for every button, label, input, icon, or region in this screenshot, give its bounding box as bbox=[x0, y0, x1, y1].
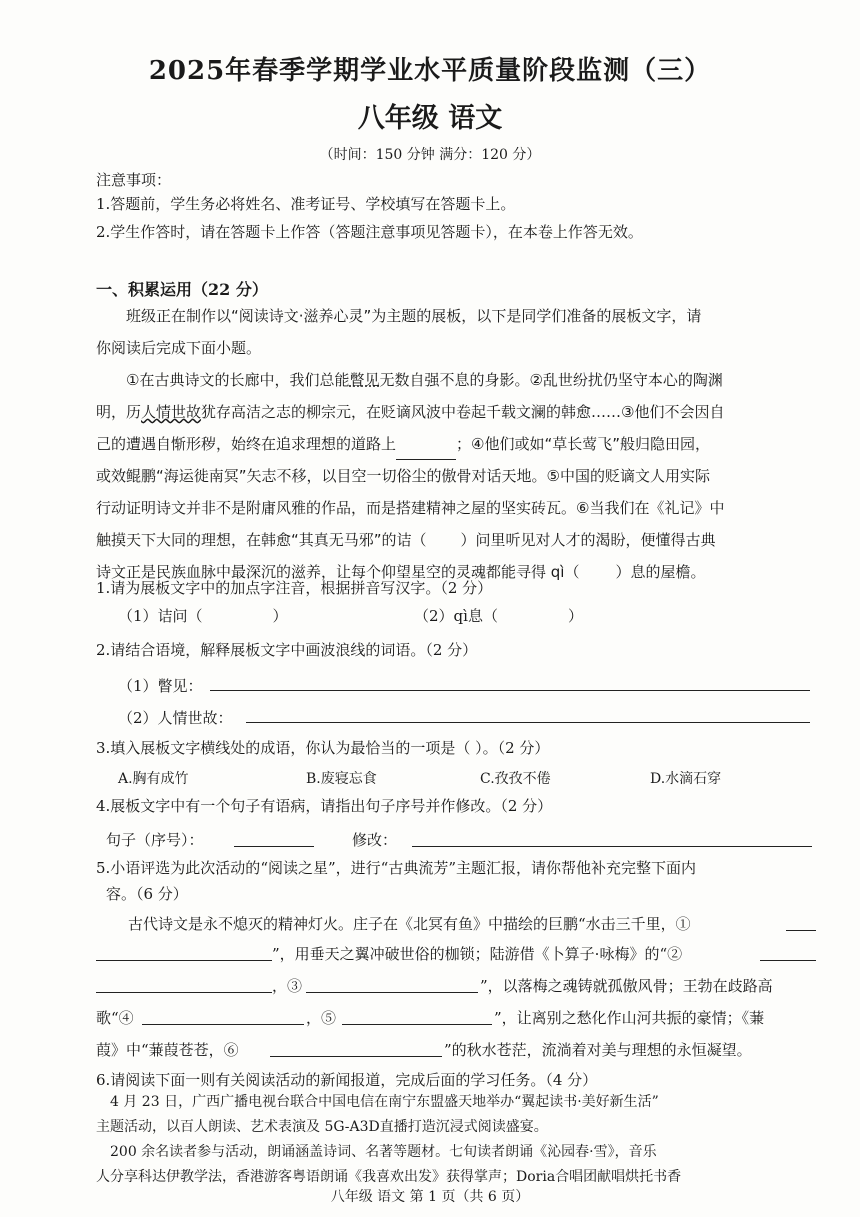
q3-option-a: A.胸有成竹 bbox=[118, 771, 189, 787]
q3-option-d: D.水滴石穿 bbox=[650, 771, 722, 787]
wavy-word: 人情世故 bbox=[141, 403, 202, 421]
question-5-line-1: 5.小语评选为此次活动的“阅读之星”，进行“古典流芳”主题汇报，请你帮他补充完整下面内 bbox=[96, 859, 696, 877]
passage-line-7a: 诗文正是民族血脉中最深沉的滋养，让每个仰望星空的灵魂都能寻得 qì（ bbox=[96, 563, 580, 581]
q1-label-1: （1）诘问（ bbox=[118, 607, 203, 625]
q4-revise-line[interactable] bbox=[412, 846, 812, 847]
passage-line-6b: ）问里听见对人才的渴盼，便懂得古典 bbox=[460, 531, 716, 549]
exam-title: 2025年春季学期学业水平质量阶段监测（三） bbox=[148, 56, 712, 86]
q5-para-line-3a: ，③ bbox=[272, 977, 303, 995]
q4-label-revise: 修改： bbox=[352, 831, 398, 849]
passage-line-7b: ）息的屋檐。 bbox=[615, 563, 706, 581]
q2-answer-line-1[interactable] bbox=[210, 690, 810, 691]
q5-blank-4[interactable] bbox=[142, 1024, 304, 1025]
passage-line-4: 或效鲲鹏“海运徙南冥”矢志不移，以目空一切俗尘的傲骨对话天地。⑤中国的贬谪文人用实际 bbox=[96, 467, 710, 485]
q5-blank-2b[interactable] bbox=[96, 992, 272, 993]
question-2: 2.请结合语境，解释展板文字中画波浪线的词语。（2 分） bbox=[96, 641, 478, 659]
notes-heading: 注意事项： bbox=[96, 171, 172, 189]
passage-line-2b: 犹存高洁之志的柳宗元，在贬谪风波中卷起千载文澜的韩愈……③他们不会因自 bbox=[201, 403, 725, 421]
q4-label-sentence: 句子（序号）： bbox=[106, 831, 204, 849]
passage-line-1b: 无数自强不息的身影。②乱世纷扰仍坚守本心的陶渊 bbox=[379, 371, 723, 389]
news-line-1: 4 月 23 日，广西广播电视台联合中国电信在南宁东盟盛天地举办“翼起读书·美好新生活” bbox=[110, 1094, 659, 1110]
q4-sentence-line[interactable] bbox=[234, 846, 314, 847]
question-5-line-2: 容。（6 分） bbox=[106, 885, 188, 903]
passage-line-6a: 触摸天下大同的理想，在韩愈“其真无马邪”的诘（ bbox=[96, 531, 427, 549]
q2-label-1: （1）瞥见： bbox=[118, 677, 203, 695]
q5-para-line-4c: ”，让离别之愁化作山河共振的豪情；《蒹 bbox=[494, 1009, 765, 1027]
passage bbox=[96, 300, 816, 588]
passage-line-3a: 己的遭遇自惭形秽，始终在追求理想的道路上 bbox=[96, 435, 397, 453]
passage-line-1a: ①在古典诗文的长廊中，我们总能 bbox=[126, 371, 350, 389]
q1-close-2: ） bbox=[567, 607, 583, 625]
q5-para-line-4b: ，⑤ bbox=[306, 1009, 337, 1027]
q5-blank-1a[interactable] bbox=[786, 930, 816, 931]
q1-answer-2 bbox=[414, 606, 583, 626]
subject-title: 八年级 语文 bbox=[357, 103, 503, 134]
news-line-4: 人分享科达伊教学法，香港游客粤语朗诵《我喜欢出发》获得掌声；Doria合唱团献唱烘托书香 bbox=[96, 1169, 682, 1185]
question-1: 1.请为展板文字中的加点字注音，根据拼音写汉字。（2 分） bbox=[96, 579, 493, 597]
passage-line-2a: 明，历 bbox=[96, 403, 142, 421]
q1-close-1: ） bbox=[272, 607, 288, 625]
intro-line-1: 班级正在制作以“阅读诗文·滋养心灵”为主题的展板，以下是同学们准备的展板文字，请 bbox=[126, 307, 702, 325]
page-footer: 八年级 语文 第 1 页（共 6 页） bbox=[330, 1189, 530, 1205]
q5-blank-6[interactable] bbox=[270, 1056, 442, 1057]
q5-para-line-3b: ”，以落梅之魂铸就孤傲风骨；王勃在歧路高 bbox=[480, 977, 773, 995]
question-3: 3.填入展板文字横线处的成语，你认为最恰当的一项是（ ）。（2 分） bbox=[96, 739, 550, 757]
q3-option-b: B.废寝忘食 bbox=[306, 771, 377, 787]
q5-para-line-5a: 葭》中“蒹葭苍苍，⑥ bbox=[96, 1041, 239, 1059]
q5-blank-1b[interactable] bbox=[96, 960, 272, 961]
q5-para-line-1: 古代诗文是永不熄灭的精神灯火。庄子在《北冥有鱼》中描绘的巨鹏“水击三千里，① bbox=[128, 915, 691, 933]
news-line-2: 主题活动，以百人朗读、艺术表演及 5G-A3D直播打造沉浸式阅读盛宴。 bbox=[96, 1119, 548, 1135]
news-report bbox=[96, 1090, 826, 1190]
passage-line-5: 行动证明诗文并非不是附庸风雅的作品，而是搭建精神之屋的坚实砖瓦。⑥当我们在《礼记》中 bbox=[96, 499, 725, 517]
q3-option-c: C.孜孜不倦 bbox=[480, 771, 551, 787]
section-1-heading: 一、积累运用（22 分） bbox=[96, 280, 268, 299]
news-line-3: 200 余名读者参与活动，朗诵涵盖诗词、名著等题材。七旬读者朗诵《沁园春·雪》，音乐 bbox=[110, 1144, 657, 1160]
question-6: 6.请阅读下面一则有关阅读活动的新闻报道，完成后面的学习任务。（4 分） bbox=[96, 1071, 598, 1089]
q1-label-2: （2）qì息（ bbox=[414, 607, 498, 625]
passage-line-3b: ；④他们或如“草长莺飞”般归隐田园， bbox=[456, 435, 711, 453]
q5-blank-3[interactable] bbox=[306, 992, 478, 993]
q2-label-2: （2）人情世故： bbox=[118, 709, 233, 727]
q1-answer-1 bbox=[118, 606, 288, 626]
intro-line-2: 你阅读后完成下面小题。 bbox=[96, 339, 262, 357]
q5-blank-2a[interactable] bbox=[760, 960, 816, 961]
q2-answer-line-2[interactable] bbox=[246, 722, 810, 723]
q5-para-line-2: ”，用垂天之翼冲破世俗的枷锁；陆游借《卜算子·咏梅》的“② bbox=[272, 945, 683, 963]
q5-para-line-5b: ”的秋水苍茫，流淌着对美与理想的永恒凝望。 bbox=[444, 1041, 752, 1059]
q5-para-line-4a: 歌“④ bbox=[96, 1009, 134, 1027]
dotted-word: 瞥见 bbox=[349, 371, 380, 389]
q5-blank-5[interactable] bbox=[342, 1024, 492, 1025]
question-4: 4.展板文字中有一个句子有语病，请指出句子序号并作修改。（2 分） bbox=[96, 797, 553, 815]
notes-item-1: 1.答题前，学生务必将姓名、准考证号、学校填写在答题卡上。 bbox=[96, 195, 516, 213]
time-info: （时间：150 分钟 满分：120 分） bbox=[319, 147, 541, 163]
idiom-blank bbox=[396, 445, 456, 460]
notes-item-2: 2.学生作答时，请在答题卡上作答（答题注意事项见答题卡），在本卷上作答无效。 bbox=[96, 223, 643, 241]
